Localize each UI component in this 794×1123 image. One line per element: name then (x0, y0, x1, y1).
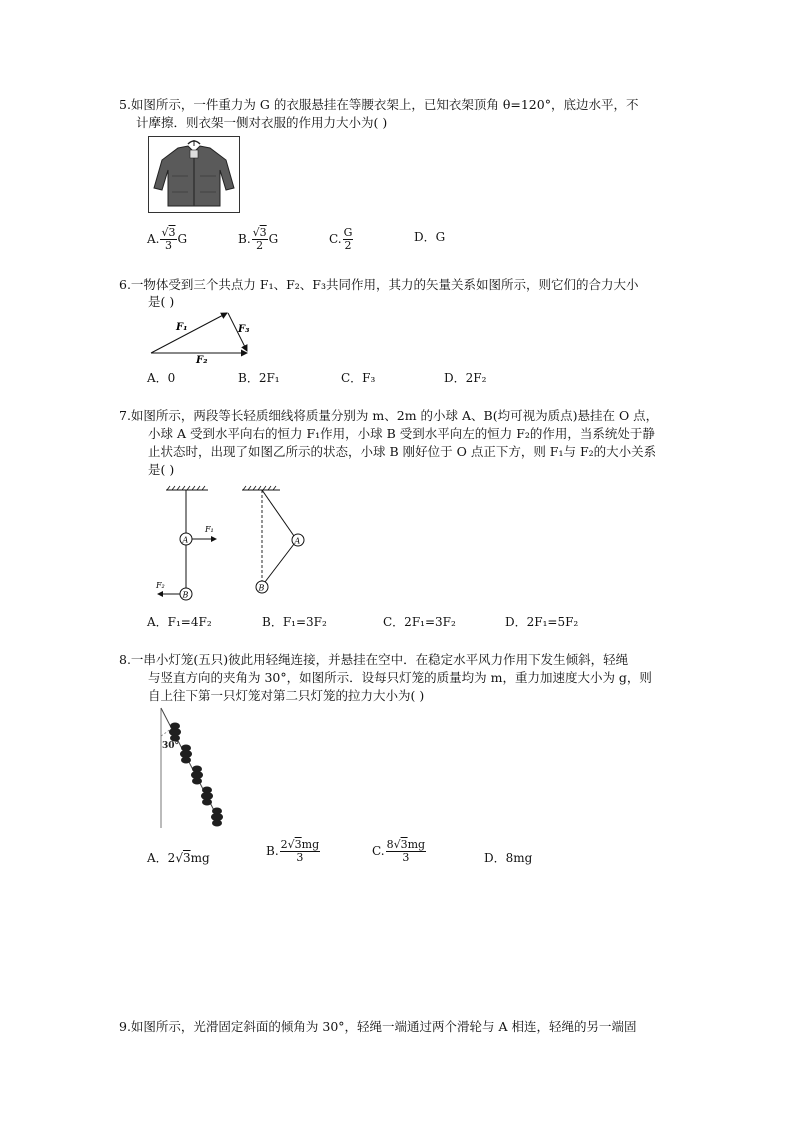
q7-pendulum-diagram (150, 484, 320, 606)
q8-option-a[interactable]: A．2√3mg (147, 851, 210, 865)
q6-stem-line1: 6.一物体受到三个共点力 F₁、F₂、F₃共同作用，其力的矢量关系如图所示，则它们的合力大小 (119, 277, 639, 292)
label-f1: F₁ (176, 322, 188, 333)
fig1-ball-b-label: B (182, 590, 189, 600)
q6-option-c[interactable]: C．F₃ (341, 371, 376, 385)
q8-stem-line3: 自上往下第一只灯笼对第二只灯笼的拉力大小为( ) (148, 688, 425, 703)
q5-option-c[interactable]: C. $\frac{G}{2}$ (329, 226, 353, 252)
q5-option-d[interactable]: D．G (414, 230, 446, 244)
q8-option-d[interactable]: D．8mg (484, 851, 533, 865)
angle-label: 30° (162, 741, 180, 751)
q5-option-a[interactable]: A. $\frac{√3}{3}$ G (147, 226, 188, 252)
fraction: $\frac{G}{2}$ (343, 226, 353, 252)
q7-option-a[interactable]: A．F₁=4F₂ (147, 615, 212, 629)
q6-option-b[interactable]: B．2F₁ (238, 371, 280, 385)
q6-stem-line2: 是( ) (148, 294, 175, 309)
fig2-ball-a-label: A (294, 536, 301, 546)
q7-stem-line1: 7.如图所示，两段等长轻质细线将质量分别为 m、2m 的小球 A、B(均可视为质点)悬挂在 O 点， (119, 408, 659, 423)
q5-option-b[interactable]: B. $\frac{√3}{2}$ G (238, 226, 279, 252)
fig1-ball-a-label: A (182, 535, 189, 545)
q8-stem-line2: 与竖直方向的夹角为 30°，如图所示．设每只灯笼的质量均为 m，重力加速度大小为 g，则 (148, 670, 652, 685)
q6-option-a[interactable]: A．0 (147, 371, 176, 385)
fraction: $\frac{2√3mg}{3}$ (280, 838, 320, 864)
fig2-ball-b-label: B (258, 583, 265, 593)
q7-option-b[interactable]: B．F₁=3F₂ (262, 615, 327, 629)
q5-stem-line1: 5.如图所示，一件重力为 G 的衣服悬挂在等腰衣架上，已知衣架顶角 θ=120°，底边水平，不 (119, 97, 639, 112)
q5-jacket-image (148, 136, 240, 213)
q7-option-d[interactable]: D．2F₁=5F₂ (505, 615, 579, 629)
q8-stem-line1: 8.一串小灯笼(五只)彼此用轻绳连接，并悬挂在空中．在稳定水平风力作用下发生倾斜，轻绳 (119, 652, 629, 667)
q7-stem-line2: 小球 A 受到水平向右的恒力 F₁作用，小球 B 受到水平向左的恒力 F₂的作用，当系统处于静 (148, 426, 655, 441)
q8-option-c[interactable]: C. $\frac{8√3mg}{3}$ (372, 838, 426, 864)
label-f3: F₃ (238, 324, 250, 335)
label-f2: F₂ (196, 355, 208, 365)
q6-option-d[interactable]: D．2F₂ (444, 371, 487, 385)
fraction: $\frac{√3}{3}$ (161, 226, 176, 252)
fig1-f2-label: F₂ (156, 581, 165, 590)
q6-force-triangle-diagram (148, 307, 258, 365)
q8-lanterns-diagram (155, 706, 235, 830)
q7-stem-line3: 止状态时，出现了如图乙所示的状态，小球 B 刚好位于 O 点正下方，则 F₁与 F₂的大小关系 (148, 444, 657, 459)
q5-stem-line2: 计摩擦．则衣架一侧对衣服的作用力大小为( ) (136, 115, 388, 130)
q7-stem-line4: 是( ) (148, 462, 175, 477)
fraction: $\frac{√3}{2}$ (252, 226, 267, 252)
fraction: $\frac{8√3mg}{3}$ (386, 838, 426, 864)
fig1-f1-label: F₁ (205, 525, 214, 534)
q9-stem-line1: 9.如图所示，光滑固定斜面的倾角为 30°，轻绳一端通过两个滑轮与 A 相连，轻绳的另一端固 (119, 1019, 637, 1034)
q7-option-c[interactable]: C．2F₁=3F₂ (383, 615, 456, 629)
q8-option-b[interactable]: B. $\frac{2√3mg}{3}$ (266, 838, 320, 864)
